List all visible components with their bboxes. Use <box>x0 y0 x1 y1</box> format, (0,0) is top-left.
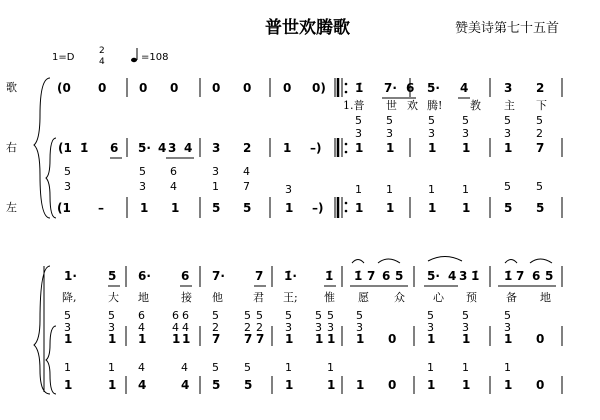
note: 1 <box>355 201 364 215</box>
note: 2 <box>536 81 545 95</box>
note: 1 <box>140 201 149 215</box>
chord-note: 2 <box>212 321 219 334</box>
chord-note: 1 <box>462 361 469 374</box>
note: 1 <box>355 141 364 155</box>
chord-note: 7 <box>243 180 250 193</box>
chord-note: 3 <box>139 180 146 193</box>
chord-note: 3 <box>285 183 292 196</box>
note: 1 <box>428 141 437 155</box>
lyric: 心 <box>433 291 444 304</box>
chord-note: 5 <box>504 180 511 193</box>
note: 0 <box>98 81 107 95</box>
note: 1 <box>64 378 73 392</box>
chord-note: 1 <box>64 361 71 374</box>
lyric: 腾! <box>427 99 443 112</box>
note: 1 <box>64 332 73 346</box>
note: 5 <box>212 201 221 215</box>
lyric: 他 <box>212 291 223 304</box>
note: 6 <box>382 269 391 283</box>
note: 5 <box>504 201 513 215</box>
note: 1 <box>427 378 436 392</box>
note: 1 <box>138 332 147 346</box>
note: 6 <box>110 141 119 155</box>
note: 1 <box>285 378 294 392</box>
note: 1 <box>327 378 336 392</box>
time-signature-top: 2 <box>99 46 105 56</box>
note: 1 <box>108 332 117 346</box>
chord-note: 5 <box>355 114 362 127</box>
note: 2 <box>243 141 252 155</box>
chord-note: 5 <box>428 114 435 127</box>
note: 1 <box>356 378 365 392</box>
note: 4 <box>184 141 193 155</box>
label-voice: 歌 <box>6 81 17 94</box>
note: 6 <box>532 269 541 283</box>
note: 1̇ <box>80 141 89 155</box>
chord-note: 4 <box>172 321 179 334</box>
lyric: 愿 <box>358 291 369 304</box>
chord-note: 3 <box>355 127 362 140</box>
lyric: 下 <box>536 99 547 112</box>
chord-note: 3 <box>315 321 322 334</box>
note: 1 <box>283 141 292 155</box>
note: 5· <box>427 269 440 283</box>
chord-note: 5 <box>504 114 511 127</box>
note: (0 <box>57 81 71 95</box>
chord-note: 3 <box>504 321 511 334</box>
note: 7 <box>516 269 525 283</box>
chord-note: 3 <box>327 321 334 334</box>
note: 1 <box>427 332 436 346</box>
note: 0) <box>312 81 326 95</box>
note: 1 <box>172 332 181 346</box>
note: –) <box>312 201 324 215</box>
note: 0 <box>536 378 545 392</box>
note: 5 <box>243 201 252 215</box>
chord-note: 4 <box>181 361 188 374</box>
note: 0 <box>212 81 221 95</box>
note: 5· <box>427 81 440 95</box>
lyric: 接 <box>181 291 192 304</box>
note: (1 <box>57 201 71 215</box>
lyric: 大 <box>108 291 119 304</box>
note: (1 <box>58 141 72 155</box>
note: 1̇ <box>504 269 513 283</box>
note: 1 <box>315 332 324 346</box>
chord-note: 5 <box>386 114 393 127</box>
chord-note: 5 <box>212 309 219 322</box>
note: 7 <box>212 332 221 346</box>
lyric: 备 <box>506 291 517 304</box>
chord-note: 1 <box>327 361 334 374</box>
note: 1 <box>171 201 180 215</box>
chord-note: 3 <box>64 321 71 334</box>
note: 5 <box>536 201 545 215</box>
chord-note: 6 <box>170 165 177 178</box>
note: 1 <box>428 201 437 215</box>
chord-note: 5 <box>285 309 292 322</box>
note: 7· <box>384 81 397 95</box>
key-signature: 1=D <box>52 52 75 63</box>
note: 4 <box>158 141 167 155</box>
chord-note: 3 <box>108 321 115 334</box>
note: 1 <box>285 201 294 215</box>
chord-note: 5 <box>536 180 543 193</box>
note: 1 <box>462 332 471 346</box>
note: 1 <box>462 141 471 155</box>
note: 3 <box>459 269 468 283</box>
chord-note: 1 <box>108 361 115 374</box>
note: 1̇ <box>325 269 334 283</box>
lyric: 预 <box>466 291 477 304</box>
chord-note: 2 <box>244 321 251 334</box>
chord-note: 4 <box>243 165 250 178</box>
chord-note: 3 <box>386 127 393 140</box>
chord-note: 3 <box>428 127 435 140</box>
chord-note: 5 <box>244 309 251 322</box>
lyric: 世 <box>386 99 397 112</box>
chord-note: 5 <box>356 309 363 322</box>
chord-note: 3 <box>462 127 469 140</box>
note: 3 <box>168 141 177 155</box>
note: 1̇· <box>284 269 297 283</box>
note: 0 <box>283 81 292 95</box>
chord-note: 1 <box>504 361 511 374</box>
note: 5· <box>138 141 151 155</box>
note: 0 <box>139 81 148 95</box>
chord-note: 5 <box>212 361 219 374</box>
chord-note: 5 <box>256 309 263 322</box>
note: 4 <box>181 378 190 392</box>
note: 0 <box>388 378 397 392</box>
chord-note: 5 <box>64 309 71 322</box>
chord-note: 3 <box>462 321 469 334</box>
note: 7 <box>367 269 376 283</box>
note: 5 <box>395 269 404 283</box>
note: 3 <box>212 141 221 155</box>
note: 1 <box>504 378 513 392</box>
note: 7 <box>256 332 265 346</box>
chord-note: 4 <box>182 321 189 334</box>
note: 1 <box>285 332 294 346</box>
chord-note: 5 <box>504 309 511 322</box>
note: 1 <box>108 378 117 392</box>
note: 4 <box>448 269 457 283</box>
chord-note: 6 <box>172 309 179 322</box>
note: 4 <box>138 378 147 392</box>
note: 5 <box>108 269 117 283</box>
note: 1 <box>462 378 471 392</box>
chord-note: 5 <box>462 114 469 127</box>
chord-note: 2 <box>256 321 263 334</box>
chord-note: 1 <box>462 183 469 196</box>
note: 1 <box>327 332 336 346</box>
chord-note: 5 <box>244 361 251 374</box>
note: –) <box>310 141 322 155</box>
chord-note: 4 <box>170 180 177 193</box>
chord-note: 6 <box>138 309 145 322</box>
label-left-hand: 左 <box>6 201 17 214</box>
lyric: 教 <box>470 99 481 112</box>
chord-note: 6 <box>182 309 189 322</box>
chord-note: 3 <box>504 127 511 140</box>
chord-note: 4 <box>138 361 145 374</box>
chord-note: 5 <box>64 165 71 178</box>
chord-note: 5 <box>315 309 322 322</box>
label-right-hand: 右 <box>6 141 17 154</box>
lyric: 降, <box>62 291 77 304</box>
lyric: 地 <box>540 291 551 304</box>
chord-note: 3 <box>212 165 219 178</box>
chord-note: 1 <box>428 183 435 196</box>
note: 1 <box>182 332 191 346</box>
lyric: 君 <box>253 291 264 304</box>
chord-note: 3 <box>285 321 292 334</box>
note: 0 <box>536 332 545 346</box>
chord-note: 4 <box>138 321 145 334</box>
chord-note: 5 <box>427 309 434 322</box>
note: 0 <box>243 81 252 95</box>
note: 7 <box>255 269 264 283</box>
note: 1 <box>356 332 365 346</box>
tempo-marking: =108 <box>141 52 169 63</box>
note: 1 <box>386 201 395 215</box>
note: – <box>98 201 104 215</box>
note: 0 <box>388 332 397 346</box>
chord-note: 5 <box>536 114 543 127</box>
time-signature-bottom: 4 <box>99 57 105 67</box>
note: 1· <box>64 269 77 283</box>
note: 1 <box>462 201 471 215</box>
note: 1 <box>504 332 513 346</box>
lyric: 众 <box>394 291 405 304</box>
chord-note: 3 <box>64 180 71 193</box>
lyric: 惟 <box>324 291 335 304</box>
note: 1̇ <box>354 269 363 283</box>
note: 5 <box>244 378 253 392</box>
note: 6 <box>181 269 190 283</box>
chord-note: 5 <box>139 165 146 178</box>
chord-note: 5 <box>108 309 115 322</box>
note: 4 <box>460 81 469 95</box>
chord-note: 5 <box>462 309 469 322</box>
note: 1 <box>504 141 513 155</box>
note: 6· <box>138 269 151 283</box>
lyric: 地 <box>138 291 149 304</box>
chord-note: 3 <box>427 321 434 334</box>
lyric: 王; <box>283 291 298 304</box>
note: 7· <box>212 269 225 283</box>
lyric: 主 <box>504 99 515 112</box>
note: 6 <box>406 81 415 95</box>
note: 0 <box>170 81 179 95</box>
hymn-subtitle: 赞美诗第七十五首 <box>455 21 560 36</box>
chord-note: 1 <box>427 361 434 374</box>
chord-note: 1 <box>285 361 292 374</box>
page-title: 普世欢腾歌 <box>265 18 350 38</box>
chord-note: 5 <box>327 309 334 322</box>
chord-note: 3 <box>356 321 363 334</box>
note: 5 <box>545 269 554 283</box>
note: 3 <box>504 81 513 95</box>
lyric: 欢 <box>407 99 418 112</box>
note: 5 <box>212 378 221 392</box>
chord-note: 1 <box>355 183 362 196</box>
note: 7 <box>536 141 545 155</box>
chord-note: 2 <box>536 127 543 140</box>
lyric: 1.普 <box>343 99 365 112</box>
chord-note: 1 <box>386 183 393 196</box>
chord-note: 1 <box>212 180 219 193</box>
note: 1 <box>386 141 395 155</box>
note: 1̇ <box>355 81 364 95</box>
note: 1̇ <box>471 269 480 283</box>
note: 7 <box>244 332 253 346</box>
